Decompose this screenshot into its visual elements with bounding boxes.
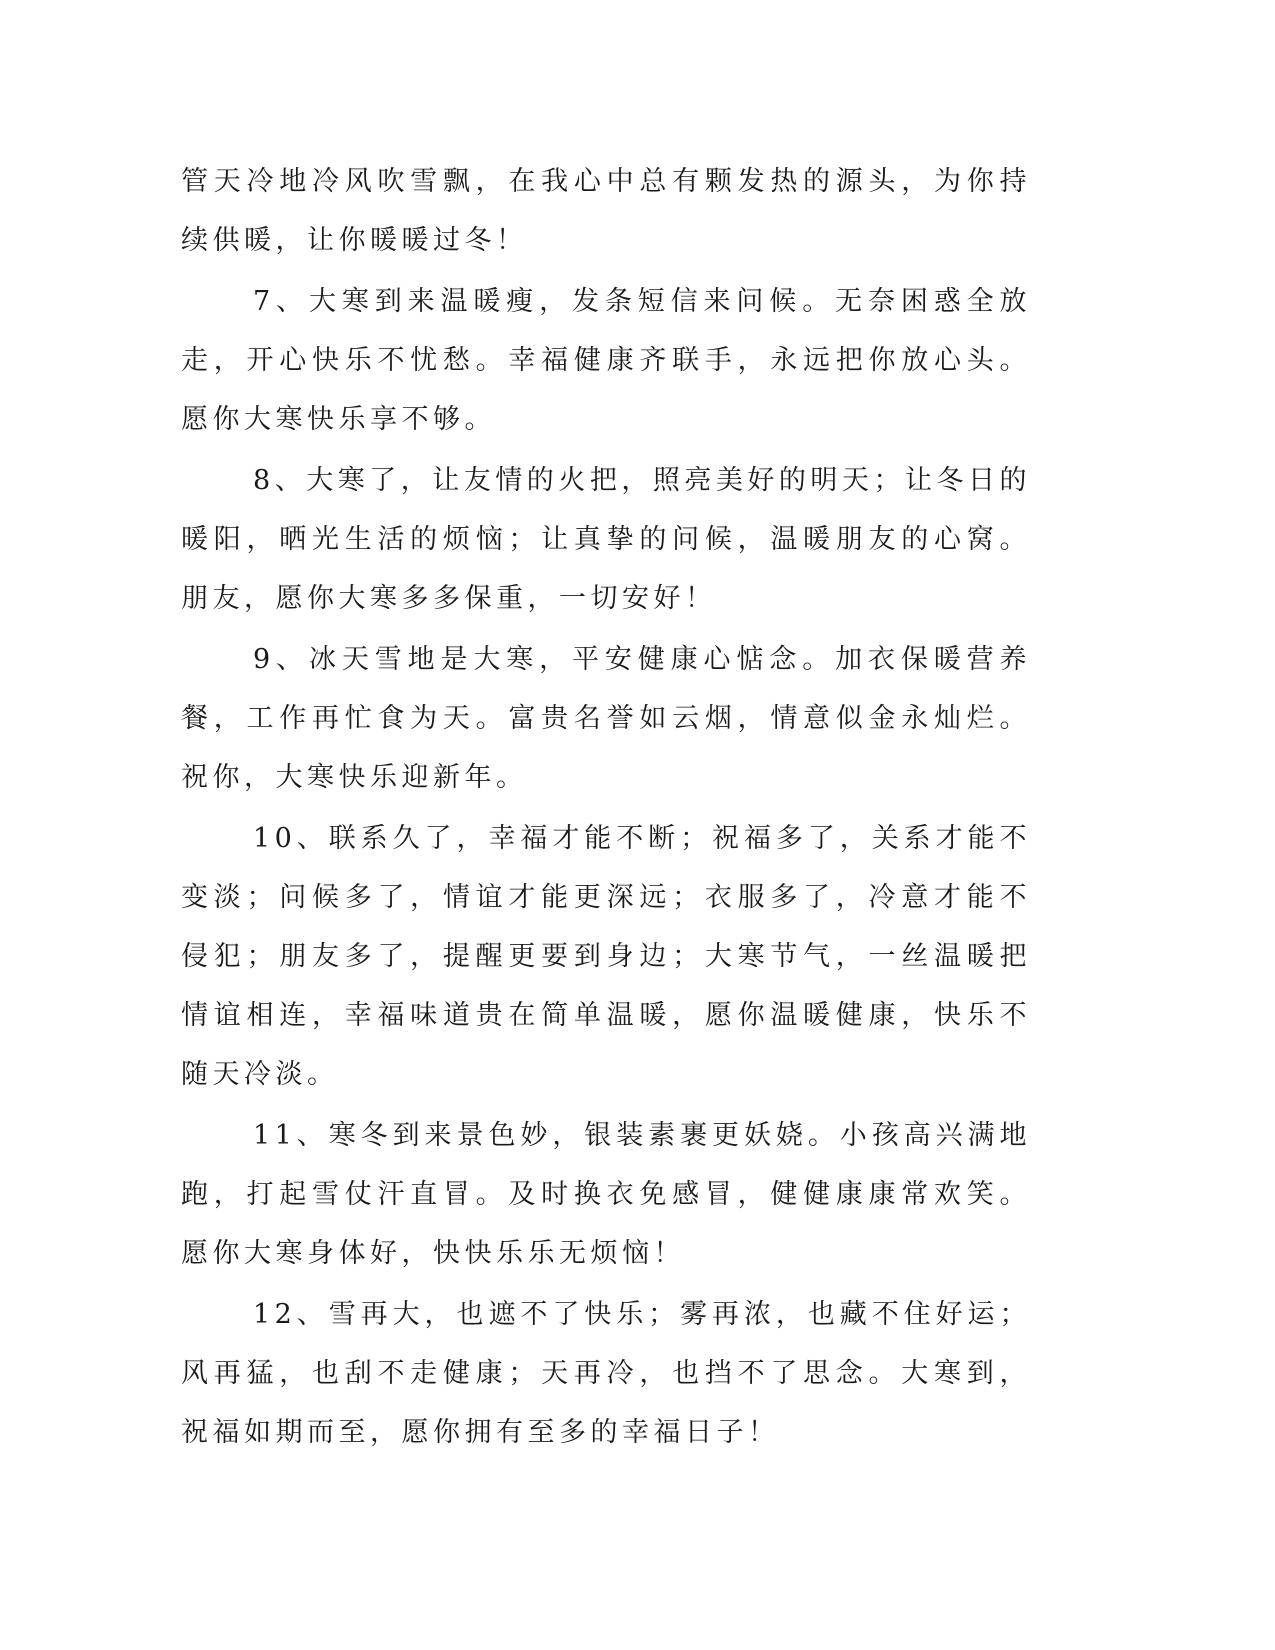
paragraph-continued: 管天冷地冷风吹雪飘，在我心中总有颗发热的源头，为你持续供暖，让你暖暖过冬！ (181, 166, 1031, 256)
document-body (181, 152, 1031, 1464)
paragraph-11: 11、寒冬到来景色妙，银装素裹更妖娆。小孩高兴满地跑，打起雪仗汗直冒。及时换衣免感冒，健健康康常欢笑。愿你大寒身体好，快快乐乐无烦恼！ (181, 1120, 1031, 1269)
paragraph-7: 7、大寒到来温暖瘦，发条短信来问候。无奈困惑全放走，开心快乐不忧愁。幸福健康齐联手，永远把你放心头。愿你大寒快乐享不够。 (181, 286, 1031, 435)
paragraph-9: 9、冰天雪地是大寒，平安健康心惦念。加衣保暖营养餐，工作再忙食为天。富贵名誉如云烟，情意似金永灿烂。祝你，大寒快乐迎新年。 (181, 644, 1031, 793)
paragraph-8: 8、大寒了，让友情的火把，照亮美好的明天；让冬日的暖阳，晒光生活的烦恼；让真挚的问候，温暖朋友的心窝。朋友，愿你大寒多多保重，一切安好！ (181, 465, 1031, 614)
paragraph-10: 10、联系久了，幸福才能不断；祝福多了，关系才能不变淡；问候多了，情谊才能更深远；衣服多了，冷意才能不侵犯；朋友多了，提醒更要到身边；大寒节气，一丝温暖把情谊相连，幸福味道贵在简单温暖，愿你温暖健康，快乐不随天冷淡。 (181, 823, 1031, 1090)
paragraph-12: 12、雪再大，也遮不了快乐；雾再浓，也藏不住好运；风再猛，也刮不走健康；天再冷，也挡不了思念。大寒到，祝福如期而至，愿你拥有至多的幸福日子！ (181, 1299, 1031, 1448)
